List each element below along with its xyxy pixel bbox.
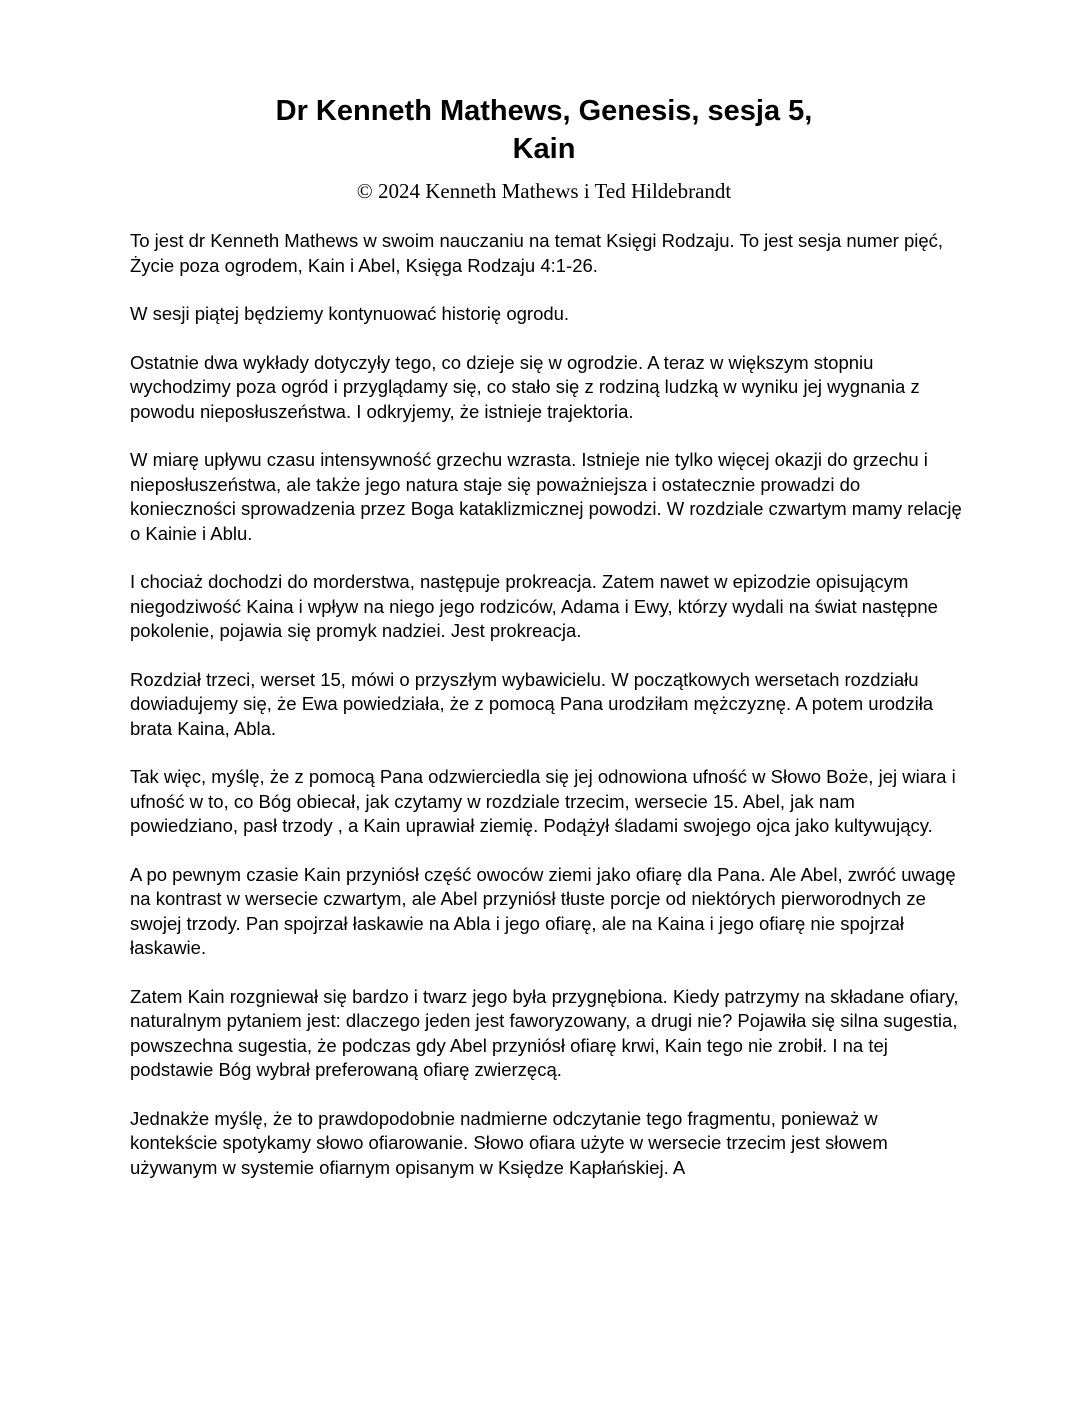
paragraph: A po pewnym czasie Kain przyniósł część owoców ziemi jako ofiarę dla Pana. Ale Abel, zwróć uwagę na kontrast w wersecie czwartym, ale Abel przyniósł tłuste porcje od niektórych pierworodnych ze swojej trzody. Pan spojrzał łaskawie na Abla i jego ofiarę, ale na Kaina i jego ofiarę nie spojrzał łaskawie.: [130, 863, 956, 958]
paragraph: Tak więc, myślę, że z pomocą Pana odzwierciedla się jej odnowiona ufność w Słowo Boże, jej wiara i ufność w to, co Bóg obiecał, jak czytamy w rozdziale trzecim, wersecie 15. Abel, jak nam powiedziano, pasł trzody , a Kain uprawiał ziemię. Podążył śladami swojego ojca jako kultywujący.: [130, 766, 956, 836]
document-body: [130, 229, 962, 1204]
copyright-notice: © 2024 Kenneth Mathews i Ted Hildebrandt: [356, 179, 732, 203]
paragraph: W sesji piątej będziemy kontynuować historię ogrodu.: [130, 303, 570, 324]
document-title: [0, 92, 1088, 168]
paragraph: W miarę upływu czasu intensywność grzechu wzrasta. Istnieje nie tylko więcej okazji do grzechu i nieposłuszeństwa, ale także jego natura staje się poważniejsza i ostatecznie prowadzi do konieczności sprowadzenia przez Boga kataklizmicznej powodzi. W rozdziale czwartym mamy relację o Kainie i Ablu.: [130, 449, 962, 544]
paragraph: Zatem Kain rozgniewał się bardzo i twarz jego była przygnębiona. Kiedy patrzymy na składane ofiary, naturalnym pytaniem jest: dlaczego jeden jest faworyzowany, a drugi nie? Pojawiła się silna sugestia, powszechna sugestia, że podczas gdy Abel przyniósł ofiarę krwi, Kain tego nie zrobił. I na tej podstawie Bóg wybrał preferowaną ofiarę zwierzęcą.: [130, 985, 959, 1080]
paragraph: Rozdział trzeci, werset 15, mówi o przyszłym wybawicielu. W początkowych wersetach rozdziału dowiadujemy się, że Ewa powiedziała, że z pomocą Pana urodziłam mężczyznę. A potem urodziła brata Kaina, Abla.: [130, 668, 934, 739]
paragraph: I chociaż dochodzi do morderstwa, następuje prokreacja. Zatem nawet w epizodzie opisującym niegodziwość Kaina i wpływ na niego jego rodziców, Adama i Ewy, którzy wydali na świat następne pokolenie, pojawia się promyk nadziei. Jest prokreacja.: [130, 571, 938, 641]
title-line-2: Kain: [512, 133, 576, 165]
paragraph: Jednakże myślę, że to prawdopodobnie nadmierne odczytanie tego fragmentu, ponieważ w kontekście spotykamy słowo ofiarowanie. Słowo ofiara użyte w wersecie trzecim jest słowem używanym w systemie ofiarnym opisanym w Księdze Kapłańskiej. A: [130, 1107, 888, 1178]
title-line-1: Dr Kenneth Mathews, Genesis, sesja 5,: [275, 95, 813, 127]
paragraph: Ostatnie dwa wykłady dotyczyły tego, co dzieje się w ogrodzie. A teraz w większym stopniu wychodzimy poza ogród i przyglądamy się, co stało się z rodziną ludzką w wyniku jej wygnania z powodu nieposłuszeństwa. I odkryjemy, że istnieje trajektoria.: [130, 351, 920, 422]
paragraph: To jest dr Kenneth Mathews w swoim nauczaniu na temat Księgi Rodzaju. To jest sesja numer pięć, Życie poza ogrodem, Kain i Abel, Księga Rodzaju 4:1-26.: [130, 230, 944, 276]
